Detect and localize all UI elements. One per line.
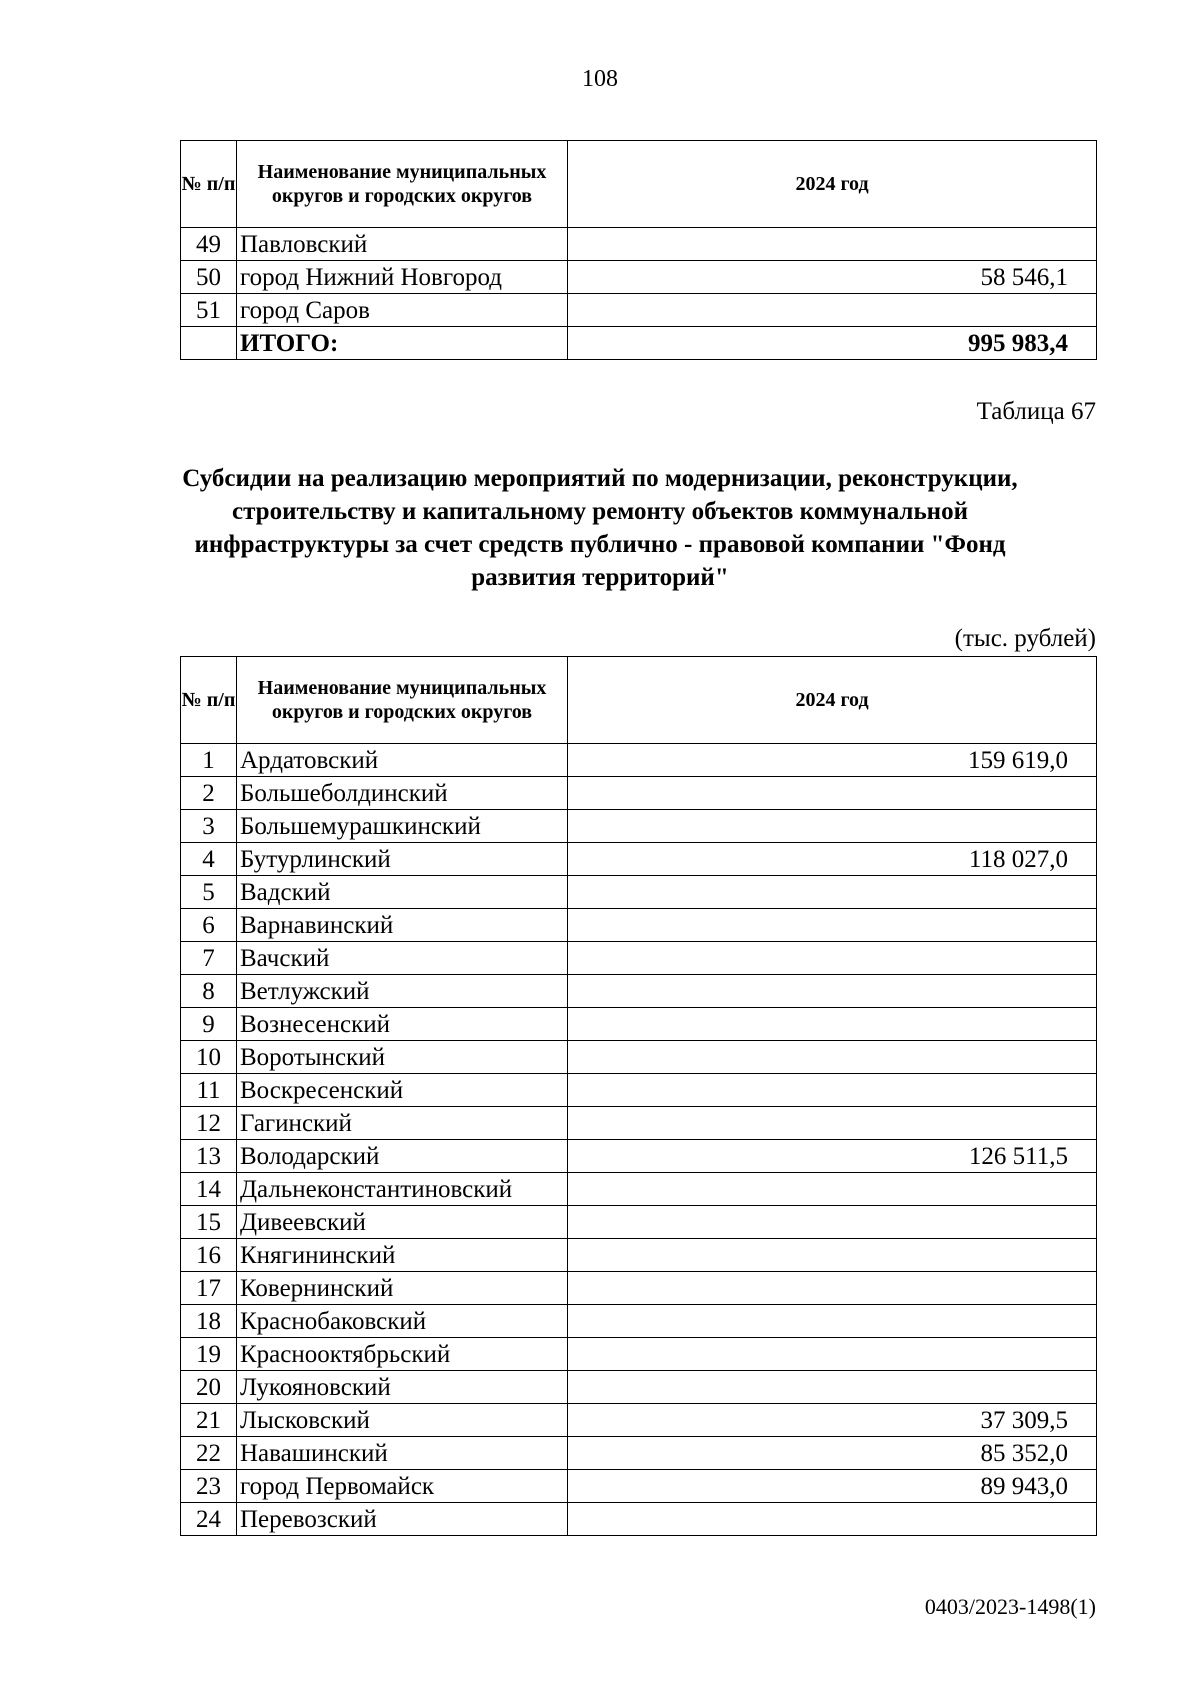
row-value: 85 352,0 (568, 1437, 1097, 1470)
row-value (568, 294, 1097, 327)
row-value (568, 228, 1097, 261)
row-value (568, 1503, 1097, 1536)
row-number: 5 (181, 876, 237, 909)
row-name: Вадский (237, 876, 568, 909)
row-number: 20 (181, 1371, 237, 1404)
row-number: 49 (181, 228, 237, 261)
table-row (181, 1173, 1097, 1206)
row-name: Княгининский (237, 1239, 568, 1272)
row-name: Ветлужский (237, 975, 568, 1008)
table-row (181, 1041, 1097, 1074)
total-row (181, 327, 1097, 360)
row-name: Большемурашкинский (237, 810, 568, 843)
header-year: 2024 год (568, 141, 1097, 228)
row-name: Воротынский (237, 1041, 568, 1074)
row-value: 159 619,0 (568, 744, 1097, 777)
table-row (181, 942, 1097, 975)
row-name: Гагинский (237, 1107, 568, 1140)
row-name: Вачский (237, 942, 568, 975)
row-value (568, 777, 1097, 810)
row-value: 58 546,1 (568, 261, 1097, 294)
row-name: Краснобаковский (237, 1305, 568, 1338)
table-row (181, 744, 1097, 777)
row-number: 22 (181, 1437, 237, 1470)
row-number: 9 (181, 1008, 237, 1041)
row-name: Лысковский (237, 1404, 568, 1437)
table-row (181, 1074, 1097, 1107)
table-row (181, 1338, 1097, 1371)
row-name: город Нижний Новгород (237, 261, 568, 294)
row-name: Навашинский (237, 1437, 568, 1470)
row-name: Лукояновский (237, 1371, 568, 1404)
row-number: 23 (181, 1470, 237, 1503)
table-row (181, 975, 1097, 1008)
row-value (568, 1074, 1097, 1107)
row-number: 3 (181, 810, 237, 843)
row-name: Володарский (237, 1140, 568, 1173)
row-number: 1 (181, 744, 237, 777)
row-number: 11 (181, 1074, 237, 1107)
row-number: 2 (181, 777, 237, 810)
previous-table-continuation (180, 140, 1097, 360)
table-row (181, 294, 1097, 327)
row-name: Дивеевский (237, 1206, 568, 1239)
table-row (181, 843, 1097, 876)
table-row (181, 777, 1097, 810)
header-number: № п/п (181, 141, 237, 228)
row-number: 7 (181, 942, 237, 975)
row-value (568, 1338, 1097, 1371)
row-value (568, 942, 1097, 975)
row-name: Ковернинский (237, 1272, 568, 1305)
row-number: 18 (181, 1305, 237, 1338)
row-number: 50 (181, 261, 237, 294)
row-value: 126 511,5 (568, 1140, 1097, 1173)
row-number: 6 (181, 909, 237, 942)
row-value (568, 1305, 1097, 1338)
row-value (568, 1371, 1097, 1404)
row-value (568, 876, 1097, 909)
row-name: Бутурлинский (237, 843, 568, 876)
row-value (568, 1173, 1097, 1206)
row-number: 10 (181, 1041, 237, 1074)
table-header-row (181, 141, 1097, 228)
row-value (568, 1008, 1097, 1041)
row-name: Краснооктябрьский (237, 1338, 568, 1371)
table-row (181, 1437, 1097, 1470)
row-number: 15 (181, 1206, 237, 1239)
row-name: Большеболдинский (237, 777, 568, 810)
row-name: Дальнеконстантиновский (237, 1173, 568, 1206)
row-value (568, 975, 1097, 1008)
row-number: 16 (181, 1239, 237, 1272)
row-value: 37 309,5 (568, 1404, 1097, 1437)
subsidy-table (180, 656, 1097, 1536)
table-row (181, 909, 1097, 942)
row-number: 12 (181, 1107, 237, 1140)
page-number: 108 (582, 66, 618, 92)
table-row (181, 1305, 1097, 1338)
units-label: (тыс. рублей) (954, 625, 1096, 652)
table-row (181, 1371, 1097, 1404)
row-number: 14 (181, 1173, 237, 1206)
row-number: 8 (181, 975, 237, 1008)
row-value (568, 810, 1097, 843)
row-name: Ардатовский (237, 744, 568, 777)
row-value (568, 1272, 1097, 1305)
row-name: Воскресенский (237, 1074, 568, 1107)
row-value (568, 909, 1097, 942)
total-number-cell (181, 327, 237, 360)
row-name: Вознесенский (237, 1008, 568, 1041)
table-row (181, 1008, 1097, 1041)
table-row (181, 876, 1097, 909)
total-label: ИТОГО: (237, 327, 568, 360)
row-name: Варнавинский (237, 909, 568, 942)
row-name: город Первомайск (237, 1470, 568, 1503)
total-value: 995 983,4 (568, 327, 1097, 360)
table-row (181, 1470, 1097, 1503)
header-name: Наименование муниципальных округов и городских округов (237, 657, 568, 744)
row-value (568, 1107, 1097, 1140)
table-row (181, 1404, 1097, 1437)
row-number: 21 (181, 1404, 237, 1437)
table-row (181, 1107, 1097, 1140)
row-value (568, 1041, 1097, 1074)
row-number: 19 (181, 1338, 237, 1371)
row-value (568, 1239, 1097, 1272)
table-header-row (181, 657, 1097, 744)
table-caption: Таблица 67 (976, 398, 1096, 425)
row-value: 118 027,0 (568, 843, 1097, 876)
subsidy-table-body (181, 744, 1097, 1536)
row-name: Павловский (237, 228, 568, 261)
row-number: 24 (181, 1503, 237, 1536)
row-value: 89 943,0 (568, 1470, 1097, 1503)
table-row (181, 1239, 1097, 1272)
table-row (181, 1206, 1097, 1239)
table-row (181, 1140, 1097, 1173)
row-value (568, 1206, 1097, 1239)
row-number: 4 (181, 843, 237, 876)
table-row (181, 228, 1097, 261)
row-name: Перевозский (237, 1503, 568, 1536)
row-number: 51 (181, 294, 237, 327)
table-row (181, 1272, 1097, 1305)
document-code: 0403/2023-1498(1) (924, 1594, 1096, 1619)
table-title: Субсидии на реализацию мероприятий по модернизации, реконструкции, строительству и капитальному ремонту объектов коммунальной инфраструктуры за счет средств публично - правовой компании "Фонд развития территорий" (182, 465, 1018, 591)
table-row (181, 1503, 1097, 1536)
header-number: № п/п (181, 657, 237, 744)
row-name: город Саров (237, 294, 568, 327)
header-year: 2024 год (568, 657, 1097, 744)
header-name: Наименование муниципальных округов и городских округов (237, 141, 568, 228)
row-number: 17 (181, 1272, 237, 1305)
table-row (181, 810, 1097, 843)
row-number: 13 (181, 1140, 237, 1173)
table-row (181, 261, 1097, 294)
